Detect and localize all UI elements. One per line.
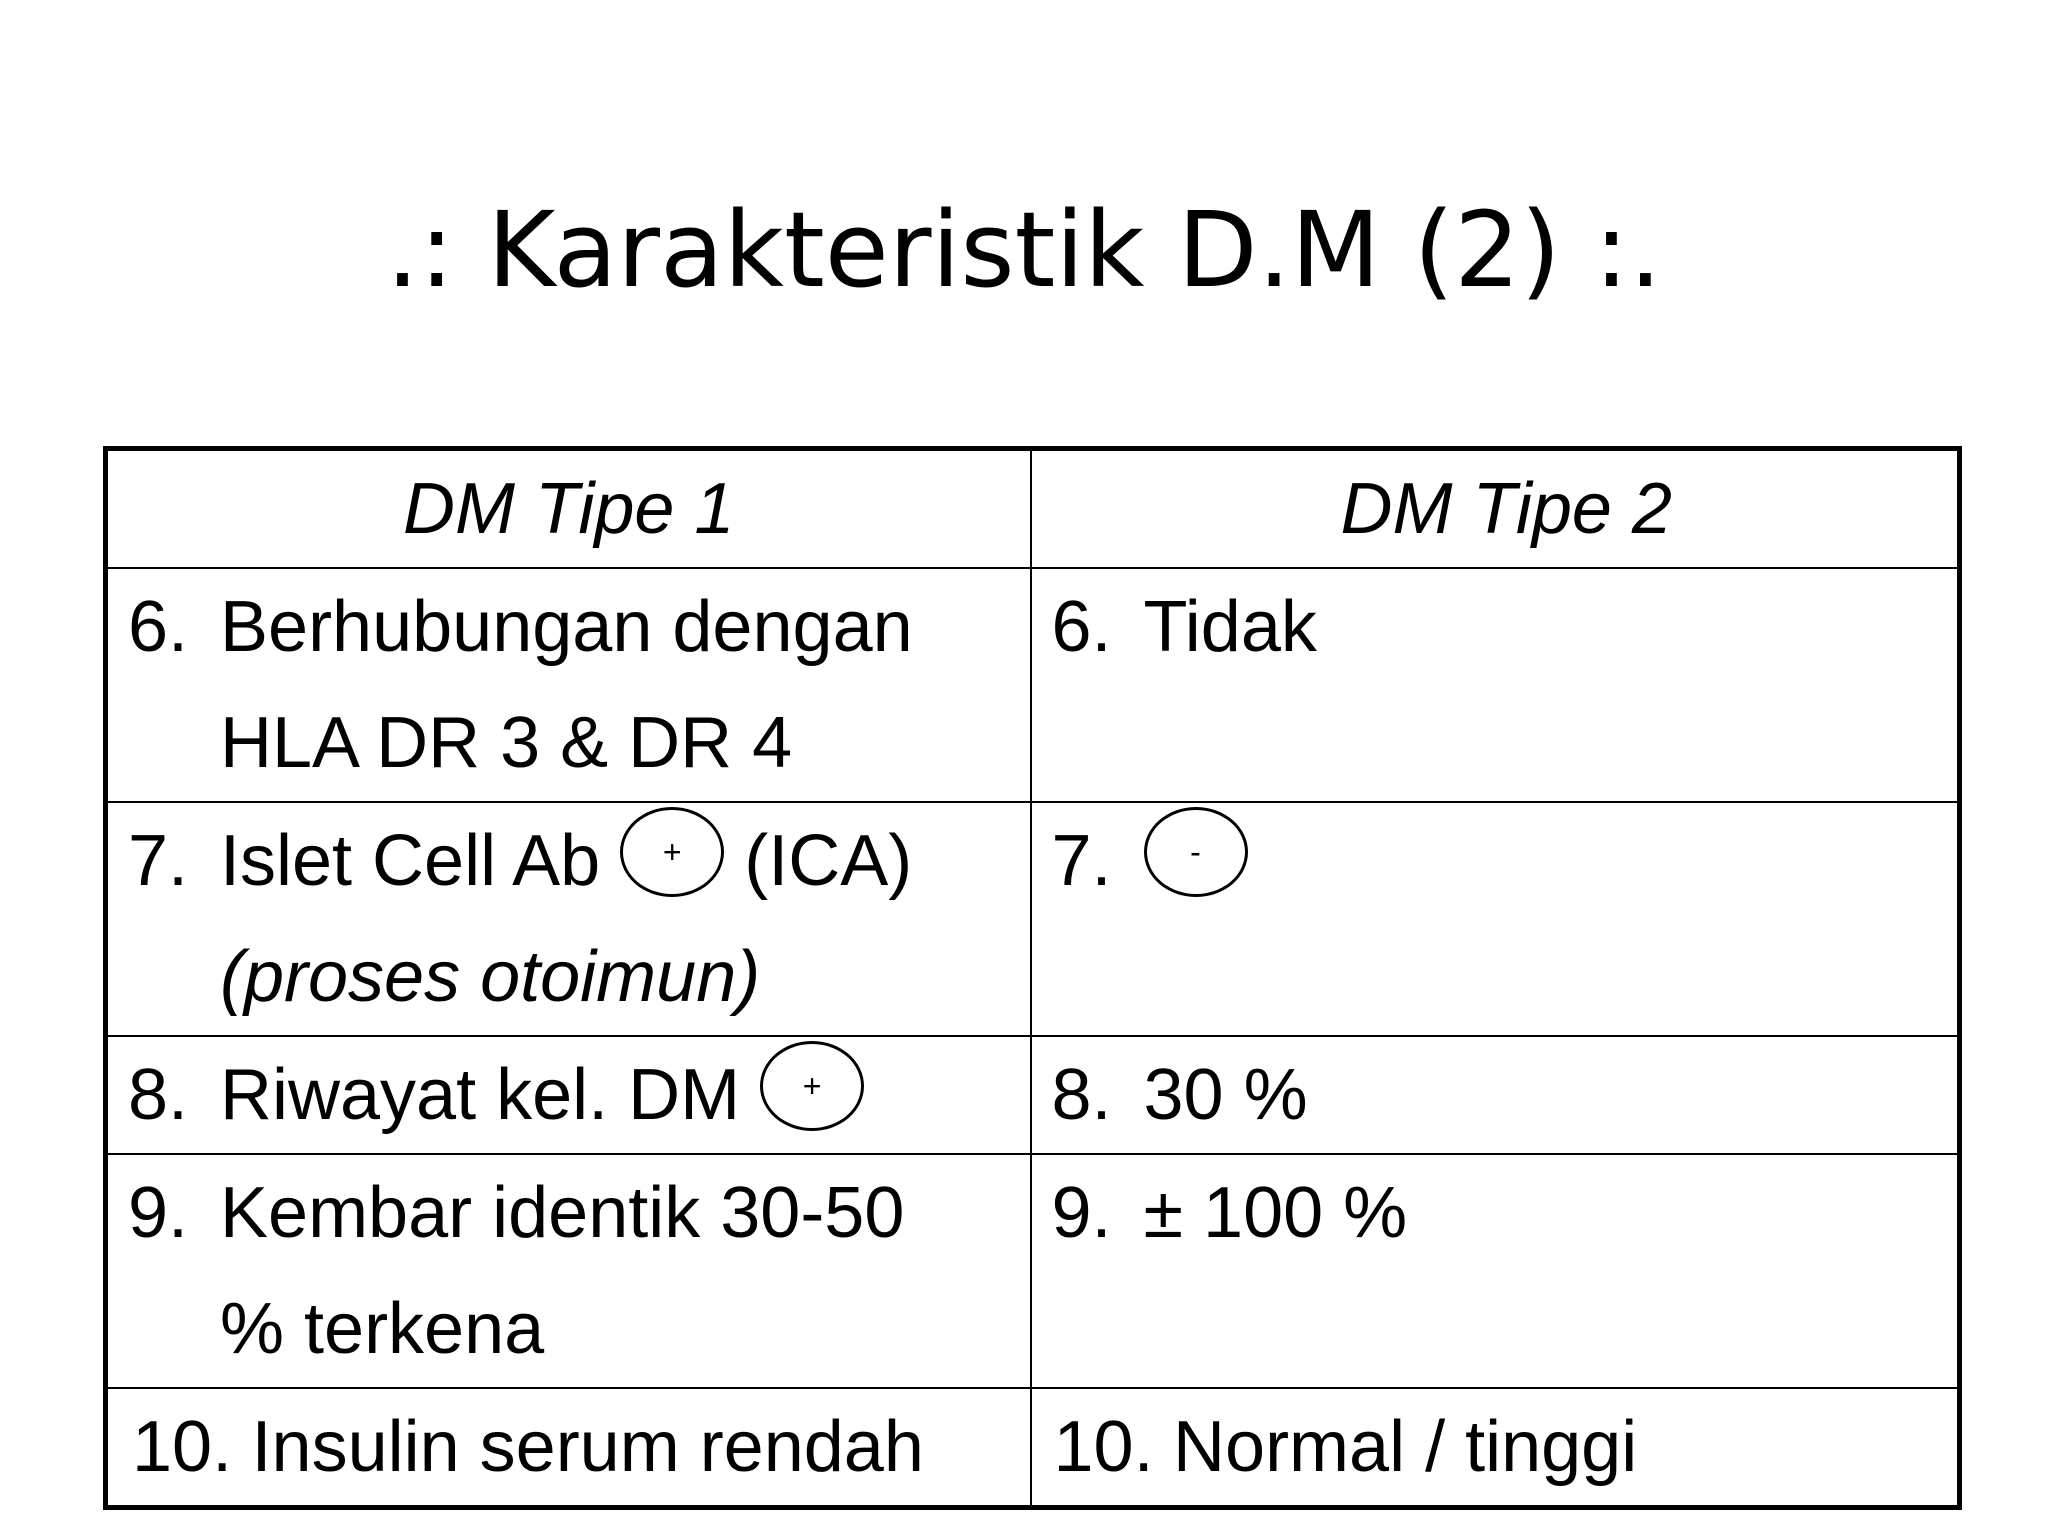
item-text: Berhubungan dengan: [220, 587, 913, 667]
header-dm-type-2: DM Tipe 2: [1031, 449, 1960, 569]
table-row: [106, 1036, 1960, 1154]
item-text: Normal / tinggi: [1173, 1407, 1638, 1487]
item-text: Tidak: [1143, 587, 1317, 667]
item-text-continued: % terkena: [220, 1289, 545, 1369]
cell-type1-item-9: [106, 1154, 1031, 1388]
positive-circle-badge: +: [760, 1041, 864, 1131]
cell-type2-item-8: [1031, 1036, 1960, 1154]
item-text-suffix: (ICA): [744, 821, 913, 901]
item-text-continued: HLA DR 3 & DR 4: [220, 703, 793, 783]
table-row: [106, 568, 1960, 802]
item-text: Islet Cell Ab: [220, 821, 601, 901]
item-number: 7.: [1051, 821, 1112, 901]
cell-type2-item-6: [1031, 568, 1960, 802]
cell-type1-item-6: [106, 568, 1031, 802]
cell-type2-item-7: [1031, 802, 1960, 1036]
cell-type1-item-10: [106, 1388, 1031, 1508]
item-number: 10.: [1053, 1407, 1154, 1487]
cell-type1-item-7: [106, 802, 1031, 1036]
positive-circle-badge: +: [620, 807, 724, 897]
cell-type2-item-9: [1031, 1154, 1960, 1388]
item-text: 30 %: [1143, 1055, 1308, 1135]
header-dm-type-1: DM Tipe 1: [106, 449, 1031, 569]
item-number: 8.: [1051, 1055, 1112, 1135]
item-number: 9.: [128, 1173, 189, 1253]
table-row: [106, 1388, 1960, 1508]
item-text: ± 100 %: [1143, 1173, 1408, 1253]
cell-type1-item-8: [106, 1036, 1031, 1154]
table-row: [106, 1154, 1960, 1388]
cell-type2-item-10: [1031, 1388, 1960, 1508]
item-number: 9.: [1051, 1173, 1112, 1253]
item-number: 6.: [1051, 587, 1112, 667]
slide-title: .: Karakteristik D.M (2) :.: [386, 189, 1662, 311]
table-header-row: [106, 449, 1960, 569]
item-text: Kembar identik 30-50: [220, 1173, 905, 1253]
item-number: 6.: [128, 587, 189, 667]
item-number: 8.: [128, 1055, 189, 1135]
negative-circle-badge: -: [1144, 807, 1248, 897]
item-text-continued: (proses otoimun): [220, 937, 761, 1017]
item-text: Riwayat kel. DM: [220, 1055, 741, 1135]
item-text: Insulin serum rendah: [251, 1407, 924, 1487]
characteristics-table: [103, 446, 1962, 1510]
item-number: 10.: [132, 1407, 233, 1487]
table-row: [106, 802, 1960, 1036]
item-number: 7.: [128, 821, 189, 901]
